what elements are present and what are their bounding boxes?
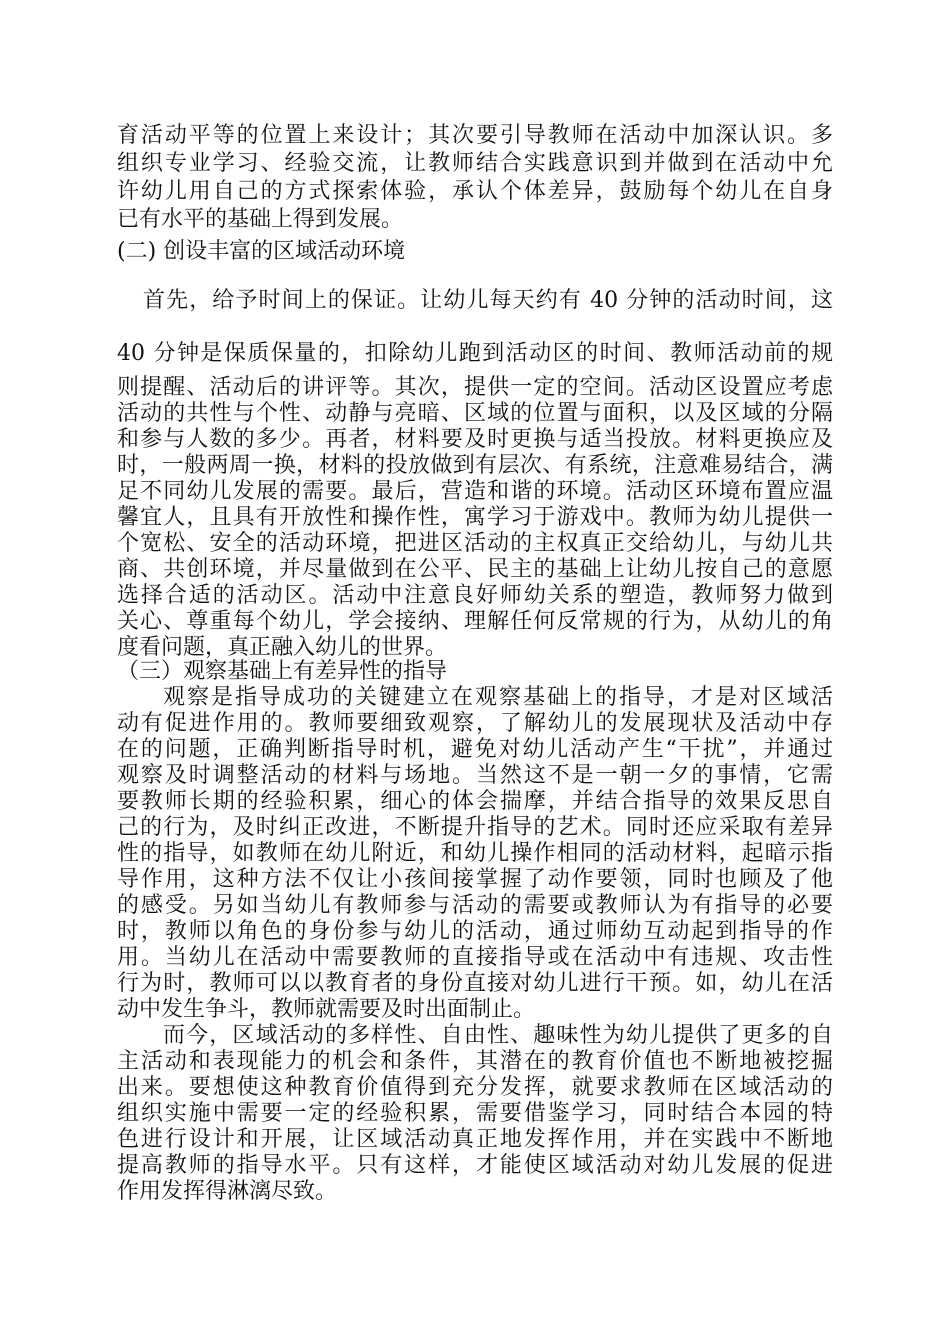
text-line: 和参与人数的多少。再者，材料要及时更换与适当投放。材料更换应及 — [117, 427, 833, 452]
text-line: 首先，给予时间上的保证。让幼儿每天约有 40 分钟的活动时间，这 — [143, 288, 833, 313]
text-line: 动有促进作用的。教师要细致观察，了解幼儿的发展现状及活动中存 — [117, 711, 833, 736]
text-line: 提高教师的指导水平。只有这样，才能使区域活动对幼儿发展的促进 — [117, 1153, 833, 1178]
text-line: 主活动和表现能力的机会和条件，其潜在的教育价值也不断地被挖掘 — [117, 1049, 833, 1074]
text-line: 馨宜人，且具有开放性和操作性，寓学习于游戏中。教师为幼儿提供一 — [117, 505, 833, 530]
text-line: 要教师长期的经验积累，细心的体会揣摩，并结合指导的效果反思自 — [117, 789, 833, 814]
text-line: 色进行设计和开展，让区域活动真正地发挥作用，并在实践中不断地 — [117, 1127, 833, 1152]
text-line: 作用发挥得淋漓尽致。 — [117, 1179, 338, 1204]
text-line: 时，教师以角色的身份参与幼儿的活动，通过师幼互动起到指导的作 — [117, 919, 833, 944]
text-line: 性的指导，如教师在幼儿附近，和幼儿操作相同的活动材料，起暗示指 — [117, 841, 833, 866]
text-line: 度看问题，真正融入幼儿的世界。 — [117, 635, 448, 660]
text-line: 行为时，教师可以以教育者的身份直接对幼儿进行干预。如，幼儿在活 — [117, 971, 833, 996]
text-line: 时，一般两周一换，材料的投放做到有层次、有系统，注意难易结合，满 — [117, 453, 833, 478]
section-heading: （三）观察基础上有差异性的指导 — [117, 659, 448, 684]
text-line: 组织实施中需要一定的经验积累，需要借鉴学习，同时结合本园的特 — [117, 1101, 833, 1126]
text-line: 用。当幼儿在活动中需要教师的直接指导或在活动中有违规、攻击性 — [117, 945, 833, 970]
text-line: 己的行为，及时纠正改进，不断提升指导的艺术。同时还应采取有差异 — [117, 815, 833, 840]
text-line: 足不同幼儿发展的需要。最后，营造和谐的环境。活动区环境布置应温 — [117, 479, 833, 504]
text-line: 动中发生争斗，教师就需要及时出面制止。 — [117, 997, 536, 1022]
text-line: 组织专业学习、经验交流，让教师结合实践意识到并做到在活动中允 — [117, 151, 833, 176]
text-line: 许幼儿用自己的方式探索体验，承认个体差异，鼓励每个幼儿在自身 — [117, 179, 833, 204]
text-line: 观察及时调整活动的材料与场地。当然这不是一朝一夕的事情，它需 — [117, 763, 833, 788]
text-line: 选择合适的活动区。活动中注意良好师幼关系的塑造，教师努力做到 — [117, 583, 833, 608]
section-heading: (二) 创设丰富的区域活动环境 — [117, 239, 406, 264]
text-line: 育活动平等的位置上来设计；其次要引导教师在活动中加深认识。多 — [117, 123, 833, 148]
text-line: 而今，区域活动的多样性、自由性、趣味性为幼儿提供了更多的自 — [163, 1023, 833, 1048]
text-line: 观察是指导成功的关键建立在观察基础上的指导，才是对区域活 — [163, 685, 833, 710]
text-line: 已有水平的基础上得到发展。 — [117, 207, 404, 232]
text-line: 个宽松、安全的活动环境，把进区活动的主权真正交给幼儿，与幼儿共 — [117, 531, 833, 556]
text-line: 的感受。另如当幼儿有教师参与活动的需要或教师认为有指导的必要 — [117, 893, 833, 918]
text-line: 则提醒、活动后的讲评等。其次，提供一定的空间。活动区设置应考虑 — [117, 375, 833, 400]
text-line: 导作用，这种方法不仅让小孩间接掌握了动作要领，同时也顾及了他 — [117, 867, 833, 892]
text-line: 商、共创环境，并尽量做到在公平、民主的基础上让幼儿按自己的意愿 — [117, 557, 833, 582]
text-line: 活动的共性与个性、动静与亮暗、区域的位置与面积，以及区域的分隔 — [117, 401, 833, 426]
text-line: 出来。要想使这种教育价值得到充分发挥，就要求教师在区域活动的 — [117, 1075, 833, 1100]
text-line: 40 分钟是保质保量的，扣除幼儿跑到活动区的时间、教师活动前的规 — [117, 341, 833, 366]
text-line: 关心、尊重每个幼儿，学会接纳、理解任何反常规的行为，从幼儿的角 — [117, 609, 833, 634]
text-line: 在的问题，正确判断指导时机，避免对幼儿活动产生“干扰”，并通过 — [117, 737, 833, 762]
